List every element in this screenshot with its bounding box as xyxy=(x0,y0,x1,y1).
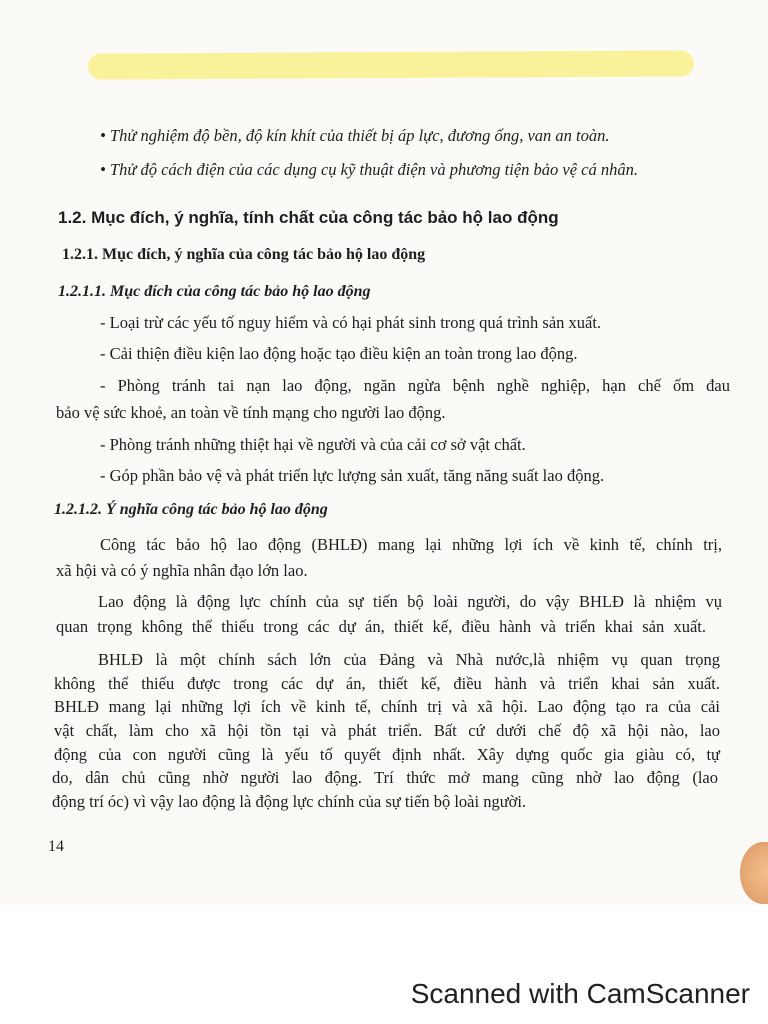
meaning-paragraph-line: quan trọng không thể thiếu trong các dự án, thiết kế, điều hành và triển khai sản xuất. xyxy=(56,617,706,636)
meaning-paragraph-line: BHLĐ là một chính sách lớn của Đảng và Nhà nước,là nhiệm vụ quan trọng xyxy=(98,650,720,669)
purpose-heading: 1.2.1.1. Mục đích của công tác bảo hộ lao động xyxy=(58,283,371,300)
meaning-paragraph-line: không thể thiếu được trong các dự án, thiết kế, điều hành và triển khai sản xuất. xyxy=(54,674,720,693)
meaning-paragraph-line: Công tác bảo hộ lao động (BHLĐ) mang lại những lợi ích về kinh tế, chính trị, xyxy=(100,535,722,554)
purpose-item: - Cải thiện điều kiện lao động hoặc tạo điều kiện an toàn trong lao động. xyxy=(100,344,578,363)
bullet-insulation-test: • Thử độ cách điện của các dụng cụ kỹ thuật điện và phương tiện bảo vệ cá nhân. xyxy=(100,160,638,179)
meaning-paragraph-line: do, dân chủ cũng nhờ người lao động. Trí thức mở mang cũng nhờ lao động (lao xyxy=(52,768,718,787)
meaning-paragraph-line: xã hội và có ý nghĩa nhân đạo lớn lao. xyxy=(56,561,308,580)
purpose-item: - Phòng tránh tai nạn lao động, ngăn ngừa bệnh nghề nghiệp, hạn chế ốm đau xyxy=(100,376,730,395)
meaning-paragraph-line: Lao động là động lực chính của sự tiến bộ loài người, do vậy BHLĐ là nhiệm vụ xyxy=(98,592,722,611)
purpose-item-continued: bảo vệ sức khoẻ, an toàn về tính mạng cho người lao động. xyxy=(56,403,446,422)
meaning-paragraph-line: vật chất, làm cho xã hội tồn tại và phát triển. Bất cứ dưới chế độ xã hội nào, lao xyxy=(54,721,720,740)
scanner-watermark: Scanned with CamScanner xyxy=(410,978,750,1009)
purpose-item: - Góp phần bảo vệ và phát triển lực lượng sản xuất, tăng năng suất lao động. xyxy=(100,466,605,485)
bullet-pressure-test: • Thử nghiệm độ bền, độ kín khít của thiết bị áp lực, đương ống, van an toàn. xyxy=(100,126,610,145)
meaning-paragraph-line: động trí óc) vì vậy lao động là động lực chính của sự tiến bộ loài người. xyxy=(52,792,527,811)
highlighter-mark xyxy=(88,50,694,79)
page-number: 14 xyxy=(48,838,64,855)
purpose-item: - Loại trừ các yếu tố nguy hiểm và có hại phát sinh trong quá trình sản xuất. xyxy=(100,313,602,332)
section-title: 1.2. Mục đích, ý nghĩa, tính chất của công tác bảo hộ lao động xyxy=(58,208,559,227)
meaning-paragraph-line: BHLĐ mang lại những lợi ích về kinh tế, chính trị và xã hội. Lao động tạo ra của cải xyxy=(54,697,720,716)
subsection-title: 1.2.1. Mục đích, ý nghĩa của công tác bảo hộ lao động xyxy=(62,246,426,263)
purpose-item: - Phòng tránh những thiệt hại về người và của cải cơ sở vật chất. xyxy=(100,435,526,454)
meaning-paragraph-line: động của con người cũng là yếu tố quyết định nhất. Xây dựng quốc gia giàu có, tự xyxy=(54,745,720,764)
meaning-heading: 1.2.1.2. Ý nghĩa công tác bảo hộ lao động xyxy=(54,501,328,518)
